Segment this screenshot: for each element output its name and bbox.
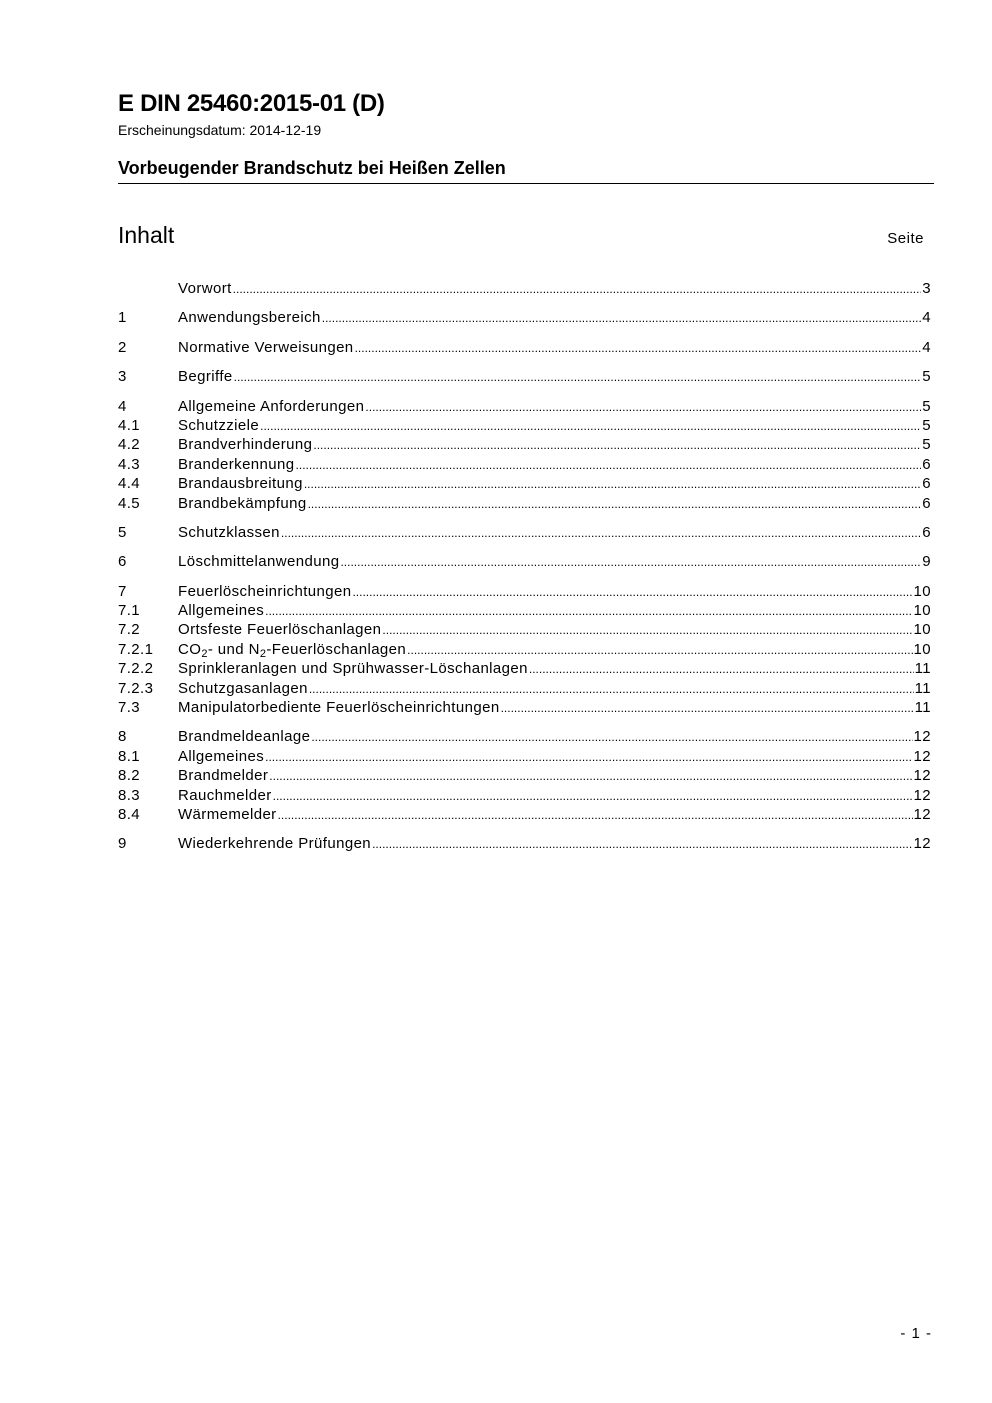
toc-entry-4-3[interactable] bbox=[118, 455, 931, 474]
toc-entry-label: Brandmeldeanlage bbox=[178, 728, 311, 746]
dot-leader bbox=[372, 835, 912, 854]
toc-entry-label: Manipulatorbediente Feuerlöscheinrichtungen bbox=[178, 699, 500, 717]
toc-entry-label: Branderkennung bbox=[178, 455, 295, 473]
toc-entry-number: 4.5 bbox=[118, 494, 141, 512]
toc-entry-number: 7.2.2 bbox=[118, 660, 154, 678]
toc-entry-5[interactable] bbox=[118, 523, 931, 542]
dot-leader bbox=[265, 748, 912, 767]
toc-entry-7-2[interactable] bbox=[118, 620, 931, 639]
toc-entry-label: Schutzklassen bbox=[178, 523, 280, 541]
toc-entry-page: 12 bbox=[913, 786, 931, 804]
toc-entry-page: 12 bbox=[913, 728, 931, 746]
footer-page-number: - 1 - bbox=[900, 1325, 932, 1342]
title-rule bbox=[118, 183, 934, 184]
toc-entry-8-1[interactable] bbox=[118, 747, 931, 766]
toc-entry-8[interactable] bbox=[118, 727, 931, 746]
toc-entry-number: 7.3 bbox=[118, 699, 141, 717]
toc-entry-1[interactable] bbox=[118, 308, 931, 327]
dot-leader bbox=[529, 660, 914, 679]
toc-entry-number: 7.2.1 bbox=[118, 640, 154, 658]
toc-entry-7-2-2[interactable] bbox=[118, 659, 931, 678]
dot-leader bbox=[234, 368, 922, 387]
toc-entry-page: 9 bbox=[922, 553, 931, 571]
dot-leader bbox=[407, 641, 912, 660]
dot-leader bbox=[322, 309, 922, 328]
toc-entry-number: 8.2 bbox=[118, 767, 141, 785]
dot-leader bbox=[311, 728, 912, 747]
toc-entry-number: 8.1 bbox=[118, 747, 141, 765]
toc-entry-label: Allgemeine Anforderungen bbox=[178, 397, 365, 415]
dot-leader bbox=[352, 583, 912, 602]
publication-date: Erscheinungsdatum: 2014-12-19 bbox=[118, 122, 322, 138]
toc-entry-label: Sprinkleranlagen und Sprühwasser-Löschanlagen bbox=[178, 660, 528, 678]
toc-entry-2[interactable] bbox=[118, 338, 931, 357]
toc-entry-number: 8 bbox=[118, 728, 127, 746]
toc-entry-8-3[interactable] bbox=[118, 786, 931, 805]
toc-entry-page: 5 bbox=[922, 436, 931, 454]
toc-entry-label: Allgemeines bbox=[178, 602, 265, 620]
toc-entry-label: Feuerlöscheinrichtungen bbox=[178, 582, 352, 600]
toc-entry-page: 5 bbox=[922, 397, 931, 415]
toc-entry-number: 4.3 bbox=[118, 455, 141, 473]
toc-entry-label: Brandverhinderung bbox=[178, 436, 313, 454]
toc-entry-page: 10 bbox=[913, 582, 931, 600]
subscript: 2 bbox=[259, 647, 267, 660]
toc-entry-number: 8.3 bbox=[118, 786, 141, 804]
toc-entry-number: 2 bbox=[118, 338, 127, 356]
toc-entry-page: 6 bbox=[922, 475, 931, 493]
toc-entry-label: Wärmemelder bbox=[178, 805, 277, 823]
dot-leader bbox=[273, 787, 913, 806]
toc-entry-number: 7.2 bbox=[118, 621, 141, 639]
dot-leader bbox=[365, 398, 921, 417]
toc-entry-label: Normative Verweisungen bbox=[178, 338, 354, 356]
dot-leader bbox=[260, 417, 921, 436]
toc-entry-label: Wiederkehrende Prüfungen bbox=[178, 835, 372, 853]
toc-entry-label: Löschmittelanwendung bbox=[178, 553, 340, 571]
toc-entry-page: 12 bbox=[913, 747, 931, 765]
toc-entry-label: Brandmelder bbox=[178, 767, 269, 785]
toc-entry-page: 4 bbox=[922, 309, 931, 327]
toc-entry-label: Rauchmelder bbox=[178, 786, 272, 804]
table-of-contents bbox=[118, 279, 931, 854]
toc-entry-page: 11 bbox=[914, 660, 931, 678]
toc-entry-label: Vorwort bbox=[178, 280, 232, 297]
dot-leader bbox=[233, 280, 922, 299]
toc-entry-number: 5 bbox=[118, 523, 127, 541]
dot-leader bbox=[281, 524, 921, 543]
toc-entry-vorwort[interactable] bbox=[118, 279, 931, 298]
toc-entry-number: 7.2.3 bbox=[118, 679, 154, 697]
toc-entry-7-2-1[interactable] bbox=[118, 640, 931, 659]
toc-entry-4-2[interactable] bbox=[118, 435, 931, 454]
dot-leader bbox=[355, 339, 922, 358]
dot-leader bbox=[382, 621, 912, 640]
toc-entry-number: 7.1 bbox=[118, 602, 141, 620]
toc-entry-4-1[interactable] bbox=[118, 416, 931, 435]
toc-entry-page: 10 bbox=[913, 640, 931, 658]
toc-entry-label: Brandausbreitung bbox=[178, 475, 303, 493]
toc-entry-label bbox=[178, 640, 406, 659]
toc-entry-page: 6 bbox=[922, 494, 931, 512]
toc-entry-label: Schutzziele bbox=[178, 416, 260, 434]
toc-entry-number: 4 bbox=[118, 397, 127, 415]
toc-heading: Inhalt bbox=[118, 222, 175, 248]
toc-entry-page: 12 bbox=[913, 767, 931, 785]
dot-leader bbox=[313, 436, 921, 455]
dot-leader bbox=[501, 699, 914, 718]
toc-entry-4[interactable] bbox=[118, 397, 931, 416]
label-part: CO bbox=[178, 640, 202, 658]
dot-leader bbox=[265, 602, 912, 621]
toc-entry-page: 11 bbox=[914, 699, 931, 717]
toc-entry-number: 4.2 bbox=[118, 436, 141, 454]
toc-entry-page: 12 bbox=[913, 805, 931, 823]
toc-entry-number: 7 bbox=[118, 582, 127, 600]
toc-entry-7[interactable] bbox=[118, 582, 931, 601]
toc-entry-page: 10 bbox=[913, 621, 931, 639]
toc-entry-page: 5 bbox=[922, 368, 931, 386]
toc-entry-label: Schutzgasanlagen bbox=[178, 679, 308, 697]
subscript: 2 bbox=[201, 647, 208, 660]
toc-entry-page: 10 bbox=[913, 602, 931, 620]
toc-entry-6[interactable] bbox=[118, 552, 931, 571]
toc-entry-number: 8.4 bbox=[118, 805, 141, 823]
toc-entry-label: Anwendungsbereich bbox=[178, 309, 321, 327]
toc-entry-page: 5 bbox=[922, 416, 931, 434]
dot-leader bbox=[340, 553, 921, 572]
toc-entry-label: Brandbekämpfung bbox=[178, 494, 307, 512]
dot-leader bbox=[278, 806, 913, 825]
toc-entry-page: 4 bbox=[922, 338, 931, 356]
toc-entry-9[interactable] bbox=[118, 834, 931, 853]
toc-entry-number: 6 bbox=[118, 553, 127, 571]
toc-entry-8-2[interactable] bbox=[118, 766, 931, 785]
toc-entry-page: 12 bbox=[913, 835, 931, 853]
toc-entry-7-3[interactable] bbox=[118, 698, 931, 717]
dot-leader bbox=[309, 680, 914, 699]
toc-entry-4-4[interactable] bbox=[118, 474, 931, 493]
toc-entry-page: 3 bbox=[922, 280, 931, 297]
toc-entry-number: 4.4 bbox=[118, 475, 141, 493]
toc-entry-7-2-3[interactable] bbox=[118, 679, 931, 698]
toc-entry-label: Allgemeines bbox=[178, 747, 265, 765]
label-part: -Feuerlöschanlagen bbox=[266, 640, 407, 658]
toc-entry-7-1[interactable] bbox=[118, 601, 931, 620]
toc-entry-number: 1 bbox=[118, 309, 127, 327]
label-part: - und N bbox=[207, 640, 260, 658]
toc-entry-3[interactable] bbox=[118, 367, 931, 386]
toc-entry-label: Begriffe bbox=[178, 368, 233, 386]
document-title: Vorbeugender Brandschutz bei Heißen Zellen bbox=[118, 158, 506, 178]
toc-entry-4-5[interactable] bbox=[118, 494, 931, 513]
toc-entry-label: Ortsfeste Feuerlöschanlagen bbox=[178, 621, 382, 639]
dot-leader bbox=[269, 767, 912, 786]
page-column-label: Seite bbox=[887, 230, 924, 247]
dot-leader bbox=[304, 475, 921, 494]
toc-entry-number: 3 bbox=[118, 368, 127, 386]
toc-entry-number: 4.1 bbox=[118, 416, 141, 434]
dot-leader bbox=[296, 456, 922, 475]
toc-entry-page: 11 bbox=[914, 679, 931, 697]
toc-entry-page: 6 bbox=[922, 455, 931, 473]
dot-leader bbox=[308, 495, 922, 514]
toc-entry-page: 6 bbox=[922, 523, 931, 541]
toc-entry-8-4[interactable] bbox=[118, 805, 931, 824]
document-id: E DIN 25460:2015-01 (D) bbox=[118, 90, 385, 117]
toc-entry-number: 9 bbox=[118, 835, 127, 853]
